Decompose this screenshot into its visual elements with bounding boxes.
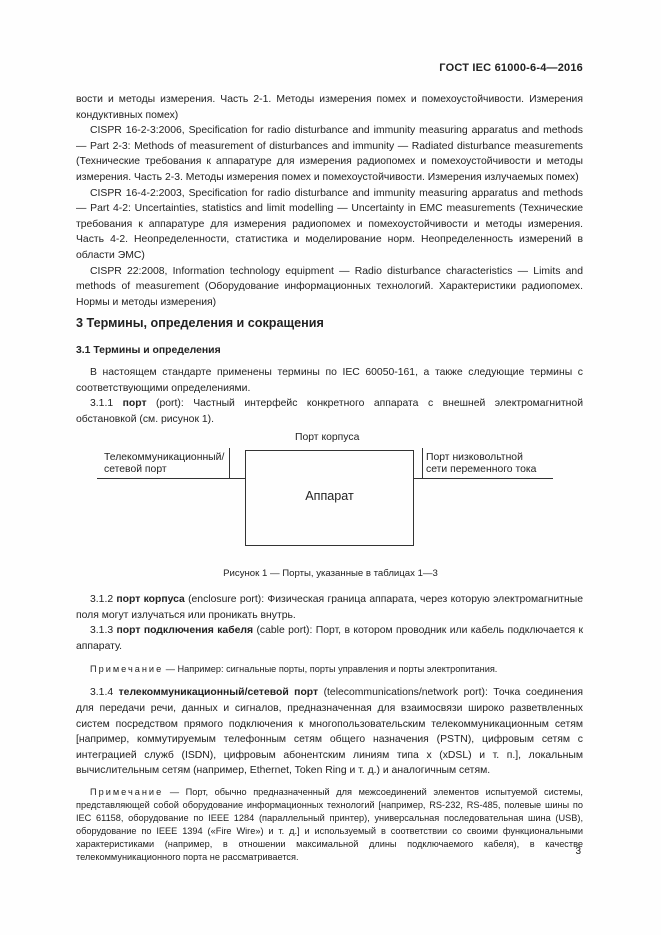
telecom-port-label-line2: сетевой порт (104, 464, 167, 475)
mains-port-label-line1: Порт низковольтной (426, 452, 523, 463)
term-3-1-3: 3.1.3 порт подключения кабеля (cable port): Порт, в котором проводник или кабель подключается к аппарату. (76, 625, 584, 652)
term-3-1-1: 3.1.1 порт (port): Частный интерфейс конкретного аппарата с внешней электромагнитной обстановкой (см. рисунок 1). (76, 398, 584, 425)
note-2: Примечание — Порт, обычно предназначенный для межсоединений элементов испытуемой системы, представляющей собой оборудование информационных технологий [например, RS-232, RS-485, полевые шины по IEC 61158, оборудование по IEEE 1284 (параллельный принтер), универсальная последовательная шина (USB), оборудование по IEEE 1394 («Fire Wire») и т. д.] и используемый в соответствии со своими функциональными характеристиками (например, в отношении максимальной длины подключаемого кабеля), в качестве телекоммуникационного порта не рассматривается. (76, 786, 583, 862)
term-name: порт (122, 398, 147, 410)
enclosure-port-label: Порт корпуса (295, 432, 360, 443)
page-number: 3 (575, 846, 581, 857)
figure-caption: Рисунок 1 — Порты, указанные в таблицах 1—3 (223, 568, 438, 579)
telecom-port-label-line1: Телекоммуникационный/ (104, 452, 225, 463)
subsection-heading: 3.1 Термины и определения (76, 345, 221, 356)
intro-paragraph: В настоящем стандарте применены термины по IEC 60050-161, а также следующие термины с соответствующими определениями. (76, 367, 583, 394)
term-3-1-4: 3.1.4 телекоммуникационный/сетевой порт (telecommunications/network port): Точка соединения для передачи речи, данных и сигналов, предназначенная для взаимосвязи широко разветвленных систем посредством прямого подключения к многопользовательским телекоммуникационным сетям [например, коммутируемым телефонным сетям общего назначения (PSTN), цифровым сетям с интеграцией служб (ISDN), цифровым абонентским линиям типа x (xDSL) и т. п.], локальным вычислительным сетям (например, Ethernet, Token Ring и т. д.) и аналогичным сетям. (76, 687, 583, 777)
mains-label-divider (422, 448, 423, 478)
reference-cispr-16-4-2: CISPR 16-4-2:2003, Specification for radio disturbance and immunity measuring apparatus and methods — Part 4-2: Uncertainties, statistics and limit modelling — Uncertainty in EMC measurements (Технические требования к аппаратуре для измерения радиопомех и помехоустойчивости и методы измерения. Часть 4-2. Неопределенности, статистика и моделирование норм. Неопределенность измерений в области ЭМС) (76, 187, 583, 261)
definitions-block (76, 592, 583, 864)
apparatus-label: Аппарат (305, 489, 354, 503)
reference-cispr-22: CISPR 22:2008, Information technology equipment — Radio disturbance characteristics — Limits and methods of measurement (Оборудование информационных технологий. Характеристики радиопомех. Нормы и методы измерения) (76, 265, 583, 308)
apparatus-box (245, 450, 414, 546)
standard-header: ГОСТ IEC 61000-6-4—2016 (439, 62, 583, 74)
term-3-1-2: 3.1.2 порт корпуса (enclosure port): Физическая граница аппарата, через которую электромагнитные поля могут излучаться или проникать внутрь. (76, 594, 584, 621)
term-name: телекоммуникационный/сетевой порт (118, 687, 319, 699)
term-name: порт подключения кабеля (116, 625, 254, 637)
telecom-port-line (97, 478, 245, 479)
references-block (76, 92, 583, 310)
reference-cispr-16-2-3: CISPR 16-2-3:2006, Specification for radio disturbance and immunity measuring apparatus and methods — Part 2-3: Methods of measurement of disturbances and immunity — Radiated disturbance measurements (Технические требования к аппаратуре для измерения радиопомех и помехоустойчивости и методы измерения. Часть 2-3. Методы измерения помех и помехоустойчивости. Измерения излучаемых помех) (76, 125, 583, 183)
mains-port-line (413, 478, 553, 479)
mains-port-label-line2: сети переменного тока (426, 464, 537, 475)
definitions-intro (76, 365, 583, 427)
telecom-label-divider (229, 448, 230, 478)
reference-continuation: вости и методы измерения. Часть 2-1. Методы измерения помех и помехоустойчивости. Измерения кондуктивных помех) (76, 94, 583, 121)
term-name: порт корпуса (116, 594, 185, 605)
note-1: Примечание — Например: сигнальные порты, порты управления и порты электропитания. (90, 664, 498, 675)
section-heading: 3 Термины, определения и сокращения (76, 316, 324, 330)
figure-1-ports-diagram (0, 428, 661, 578)
